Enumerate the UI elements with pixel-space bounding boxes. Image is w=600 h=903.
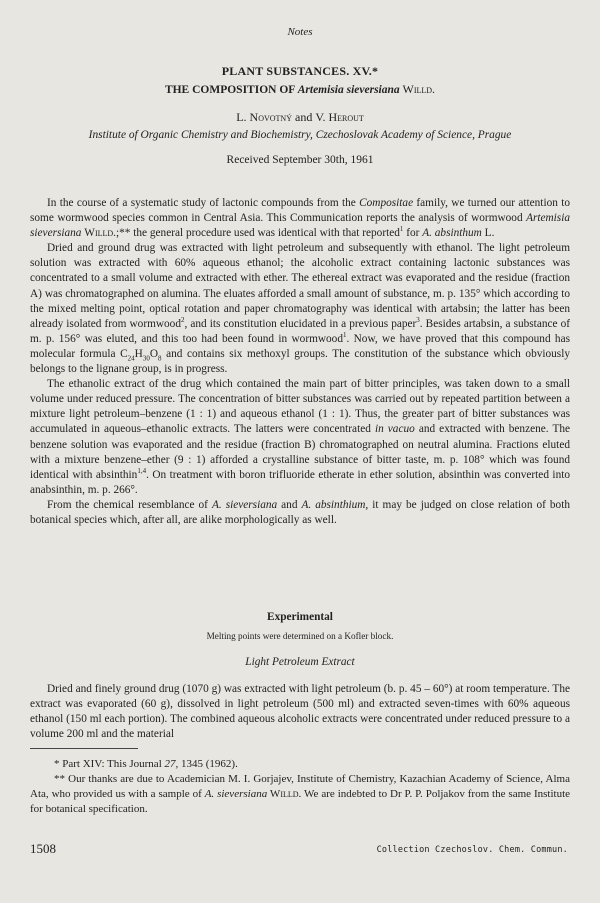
text-run: and: [277, 498, 302, 511]
experimental-body: [30, 682, 570, 742]
experimental-paragraph-1: Dried and finely ground drug (1070 g) was extracted with light petroleum (b. p. 45 – 60°) at room temperature. The extract was evaporated (60 g), dissolved in light petroleum (500 ml) and extracted seven-times with 60% aqueous ethanol (150 ml each portion). The combined aqueous alcoholic extracts were concentrated under reduced pressure to a volume 200 ml and the material: [30, 683, 570, 741]
author-1: L. Novotný: [236, 110, 292, 124]
paragraph-1: [30, 196, 570, 241]
formula-element: O: [149, 347, 158, 360]
formula-element: H: [134, 347, 143, 360]
footnote-1: [30, 757, 570, 772]
institute: Institute of Organic Chemistry and Biochemistry, Czechoslovak Academy of Science, Prague: [88, 129, 512, 141]
title-species: Artemisia sieversiana: [297, 84, 400, 96]
author-joiner: and: [292, 110, 316, 124]
intro-body: [30, 196, 570, 528]
text-run-smallcaps: Willd.: [267, 788, 302, 800]
text-run: . Now, we have proved that this compound has molecular formula C: [30, 332, 570, 360]
text-run-italic: A. absinthum: [422, 227, 482, 240]
formula-subscript: 30: [142, 354, 150, 363]
text-run: Dried and ground drug was extracted with light petroleum and subsequently with ethanol. The light petroleum solution was extracted with 60% aqueous ethanol; the alcoholic extract containing lactonic substances was concentrated to a small volume and extracted with ether. The ethereal extract was evaporated and the residue (fraction A) was chromatographed on alumina. The eluates afforded a small amount of substance, m. p. 135° which according to the mixed melting point, optical rotation and paper chromatography was identical with artabsin; the latter has been already isolated from wormwood: [30, 242, 570, 330]
formula-subscript: 24: [127, 354, 135, 363]
experimental-heading: Experimental: [267, 611, 333, 623]
text-run: it may be judged on close relation of both botanical species which, after all, are alike morphologically as well.: [30, 498, 570, 526]
received-date: Received September 30th, 1961: [226, 154, 374, 166]
text-run: The ethanolic extract of the drug which contained the main part of bitter principles, was taken down to a small volume under reduced pressure. The concentration of bitter substances was carried out by repeated partition between a mixture light petroleum–benzene (1 : 1) and aqueous ethanol (1 : 1). Thus, the greater part of bitter substances was accumulated in aqueous–ethanolic extracts. The latters were concentrated: [30, 378, 570, 436]
text-run-italic: A. sieversiana: [211, 498, 278, 511]
reference-mark: 2: [180, 315, 185, 324]
text-run: family, we turned our attention to some wormwood species common in Central Asia. This Communication reports the analysis of wormwood: [30, 197, 570, 225]
text-run: for: [403, 227, 423, 240]
text-run: * Part XIV: This Journal: [54, 758, 165, 770]
text-run-italic: in vacuo: [374, 423, 415, 436]
experimental-note: Melting points were determined on a Kofler block.: [206, 631, 394, 641]
paragraph-4: [30, 498, 570, 528]
text-run: and contains six methoxyl groups. The constitution of the substance which obviously belongs to the lignane group, is in progress.: [30, 347, 570, 376]
paragraph-3: [30, 377, 570, 498]
text-run-italic: A. absinthium,: [301, 498, 369, 511]
footnote-rule: [30, 748, 138, 749]
title-line-1: PLANT SUBSTANCES. XV.*: [221, 64, 379, 78]
text-run: We are indebted to Dr P. P. Poljakov from the same Institute for botanical specification.: [30, 788, 571, 815]
text-run: In the course of a systematic study of lactonic compounds from the: [47, 197, 360, 209]
text-run: , and its constitution elucidated in a previous paper: [184, 317, 417, 330]
section-heading: Light Petroleum Extract: [245, 656, 355, 668]
text-run: . Besides artabsin, a substance of m. p. 156° was eluted, and this too had been found in wormwood: [30, 317, 570, 345]
author-2: V. Herout: [315, 110, 364, 124]
reference-mark: 3: [416, 315, 420, 324]
text-run-italic: Compositae: [359, 197, 414, 209]
running-head: Notes: [287, 26, 313, 38]
title-species-author: Willd.: [402, 82, 436, 96]
text-run-smallcaps: L.: [484, 227, 495, 240]
text-run: and extracted with benzene. The benzene solution was evaporated and the residue (fraction B) chromatographed on neutral alumina. Fractions eluted with a mixture benzene–ether (9 : 1) afforded a crystalline substance of bitter taste, m. p. 108° which was found identical with absinthin: [30, 423, 571, 481]
paragraph-2: [30, 241, 570, 377]
text-run-italic: A. sieversiana: [204, 788, 268, 800]
footnote-2: [30, 772, 570, 817]
page-number: 1508: [30, 841, 56, 856]
text-run-italic: 27,: [164, 758, 179, 770]
journal-name: Collection Czechoslov. Chem. Commun.: [376, 845, 568, 855]
text-run: ** Our thanks are due to Academician M. I. Gorjajev, Institute of Chemistry, Kazachian Academy of Science, Alma Ata, who provided us with a sample of: [30, 773, 570, 800]
formula-subscript: 8: [158, 354, 162, 363]
authors: [0, 110, 600, 125]
reference-mark: 1: [399, 225, 404, 234]
title-line-2: [0, 82, 600, 97]
text-run: ;** the general procedure used was identical with that reported: [116, 227, 400, 240]
text-run-italic: Artemisia sieversiana: [30, 212, 570, 240]
text-run: From the chemical resemblance of: [47, 498, 212, 511]
text-run: . On treatment with boron trifluoride etherate in ether solution, absinthin was converted into anabsinthin, m. p. 266°.: [30, 468, 571, 496]
text-run: 1345 (1962).: [178, 758, 238, 770]
footnotes: [30, 757, 570, 817]
text-run-smallcaps: Willd.: [84, 227, 116, 240]
reference-mark: 1: [342, 331, 347, 340]
reference-mark: 1,4: [137, 466, 147, 475]
title-prefix: THE COMPOSITION OF: [164, 84, 295, 96]
